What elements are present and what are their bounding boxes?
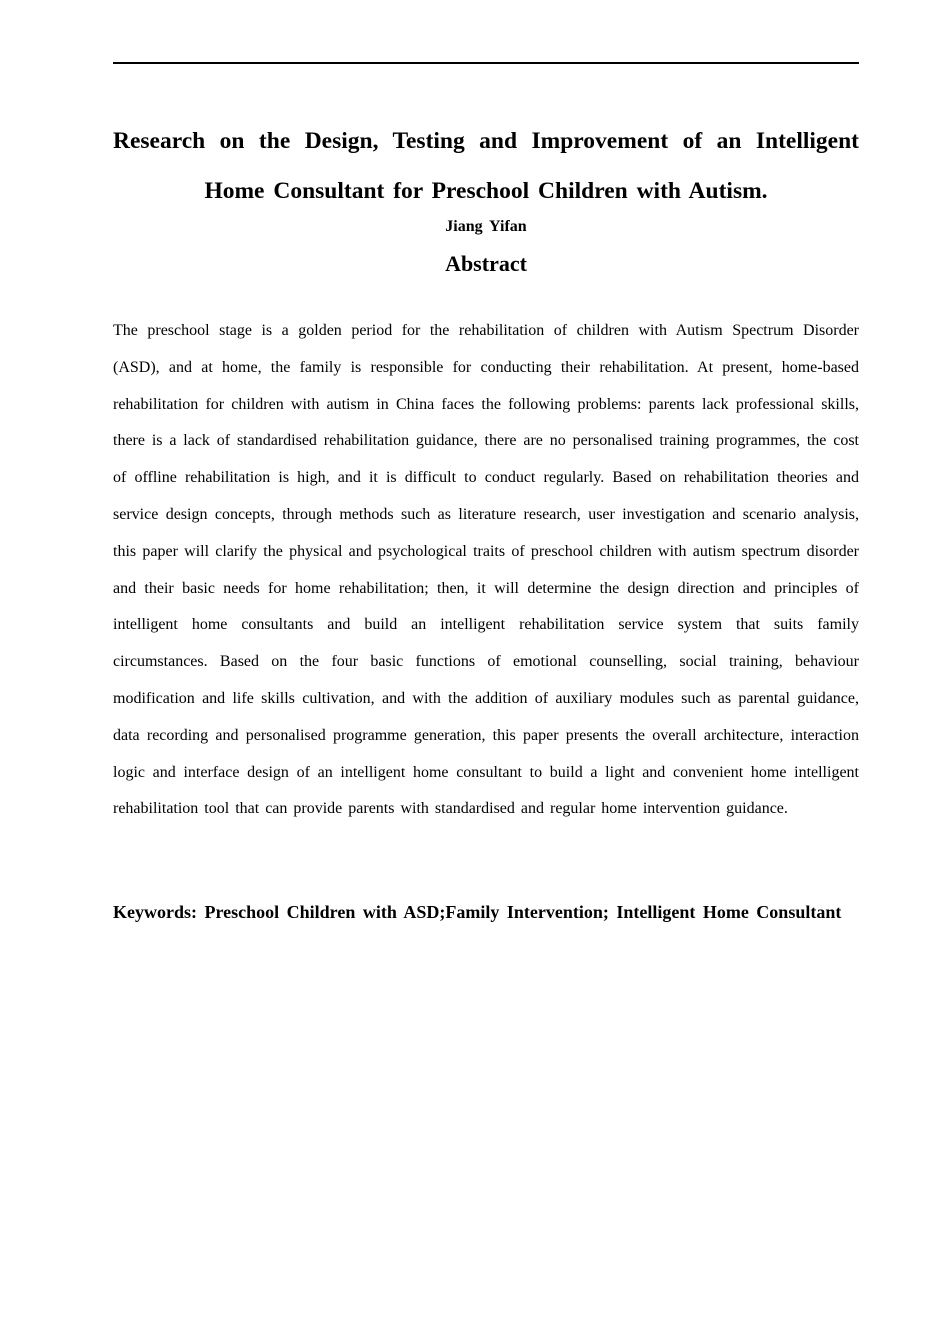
paper-title bbox=[113, 116, 859, 216]
header-rule bbox=[113, 62, 859, 64]
paper-title-line-2: Home Consultant for Preschool Children with Autism. bbox=[204, 178, 768, 204]
abstract-heading: Abstract bbox=[445, 251, 527, 276]
author-name: Jiang Yifan bbox=[445, 218, 527, 235]
keywords: Keywords: Preschool Children with ASD;Family Intervention; Intelligent Home Consultant bbox=[113, 902, 842, 922]
paper-title-line-1: Research on the Design, Testing and Improvement of an Intelligent bbox=[113, 128, 859, 154]
abstract-body: The preschool stage is a golden period for the rehabilitation of children with Autism Spectrum Disorder (ASD), and at home, the family is responsible for conducting their rehabilitation. At present, home-based rehabilitation for children with autism in China faces the following problems: parents lack professional skills, there is a lack of standardised rehabilitation guidance, there are no personalised training programmes, the cost of offline rehabilitation is high, and it is difficult to conduct regularly. Based on rehabilitation theories and service design concepts, through methods such as literature research, user investigation and scenario analysis, this paper will clarify the physical and psychological traits of preschool children with autism spectrum disorder and their basic needs for home rehabilitation; then, it will determine the design direction and principles of intelligent home consultants and build an intelligent rehabilitation service system that suits family circumstances. Based on the four basic functions of emotional counselling, social training, behaviour modification and life skills cultivation, and with the addition of auxiliary modules such as parental guidance, data recording and personalised programme generation, this paper presents the overall architecture, interaction logic and interface design of an intelligent home consultant to build a light and convenient home intelligent rehabilitation tool that can provide parents with standardised and regular home intervention guidance. bbox=[113, 322, 859, 818]
